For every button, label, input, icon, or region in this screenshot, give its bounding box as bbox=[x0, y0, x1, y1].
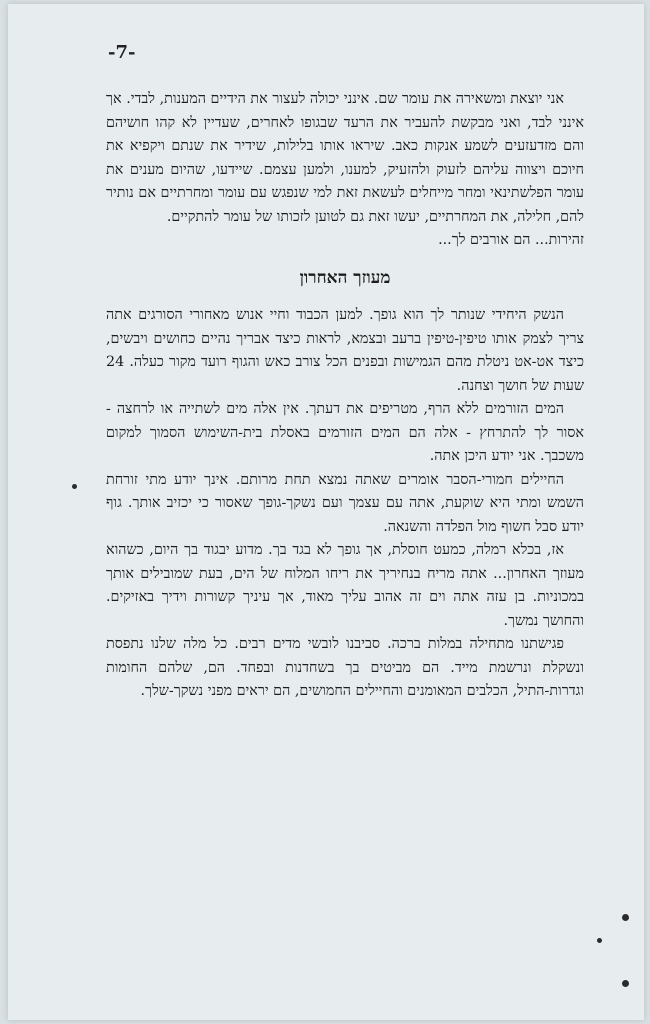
page-content bbox=[106, 88, 584, 704]
punch-hole bbox=[597, 938, 602, 943]
body-paragraph: הנשק היחידי שנותר לך הוא גופך. למען הכבוד וחיי אנוש מאחורי הסורגים אתה צריך לצמק אותו טיפין-טיפין ברעב ובצמא, לראות כיצד אבריך נהיים כחושים ויבשים, כיצד אט-אט ניטלת מהם הגמישות ובפנים הכל צורב כאש והגוף רועד מקור כעלה. 24 שעות של חושך וצחנה. bbox=[106, 307, 584, 394]
closing-line: זהירות... הם אורבים לך... bbox=[438, 232, 584, 248]
body-paragraph: החיילים חמורי-הסבר אומרים שאתה נמצא תחת מרותם. אינך יודע מתי זורחת השמש ומתי היא שוקעת, אתה עם עצמך ועם נשקך-גופך שאסור כי יכזיב אותך. גוף יודע סבל חשוף מול הפלדה והשנאה. bbox=[106, 471, 584, 535]
punch-hole bbox=[622, 980, 629, 987]
body-paragraph: פגישתנו מתחילה במלות ברכה. סביבנו לובשי מדים רבים. כל מלה שלנו נתפסת ונשקלת ונרשמת מייד. הם מביטים בך בשחדנות ובפחד. הם, שלהם החומות וגדרות-התיל, הכלבים המאומנים והחיילים החמושים, הם יראים מפני נשקך-שלך. bbox=[106, 636, 584, 699]
document-page bbox=[8, 4, 644, 1020]
section-heading: מעוזך האחרון bbox=[299, 267, 391, 288]
punch-hole bbox=[622, 914, 629, 921]
punch-hole bbox=[72, 484, 77, 489]
body-paragraph: אז, בכלא רמלה, כמעט חוסלת, אך גופך לא בגד בך. מדוע יבגוד בך היום, כשהוא מעוזך האחרון... אתה מריח בנחיריך את ריחו המלוח של הים, בעת שמובילים אותך במכוניות. בן עזה אתה וים זה אהוב עליך מאוד, אך עיניך קשורות וידיך באזיקים. והחושך נמשך. bbox=[106, 542, 584, 629]
body-paragraph: המים הזורמים ללא הרף, מטריפים את דעתך. אין אלה מים לשתייה או לרחצה - אסור לך להתרחץ - אלה הם המים הזורמים באסלת בית-השימוש הסמוך למקום משכבך. אני יודע היכן אתה. bbox=[106, 401, 584, 464]
body-paragraph: אני יוצאת ומשאירה את עומר שם. אינני יכולה לעצור את הידיים המענות, לבדי. אך אינני לבד, ואני מבקשת להעביר את הרעד שבגופו לאחרים, שעדיין לא קהו חושיהם והם מזדעזעים לשמע אנקות כאב. שיראו אותו בלילות, שידיר את שנתם ויקפיא את חיוכם ויצווה עליהם לזעוק ולהזעיק, למענו, ולמען עצמם. שיידעו, שהיום מענים את עומר הפלשתינאי ומחר מייחלים לעשאת זאת למי שנפגש עם עומר ומחרתיים אם נותיר להם, חלילה, את המחרתיים, יעשו זאת גם לטוען לזכותו של עומר להתקיים. bbox=[106, 91, 584, 225]
page-number: -7- bbox=[108, 42, 136, 63]
